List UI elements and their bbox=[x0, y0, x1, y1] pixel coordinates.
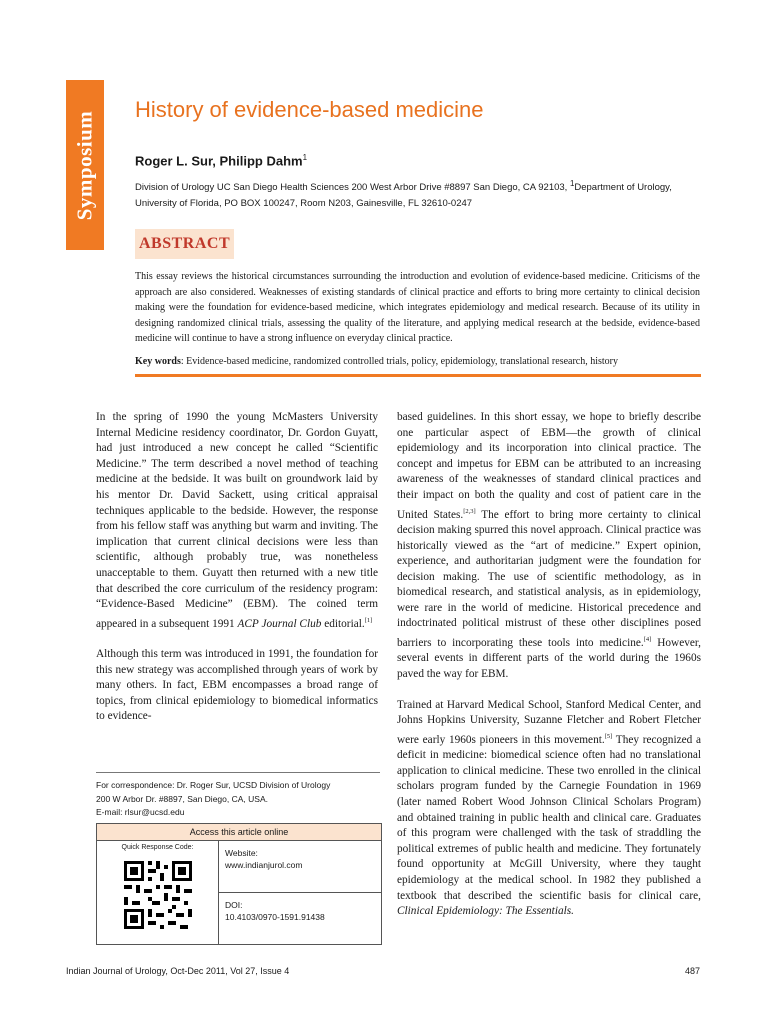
website-block bbox=[219, 841, 381, 892]
paragraph-text: They recognized a deficit in medicine: biomedical science often had no translational application to clinical medicine. These two enrolled in the clinical scholars program funded by the Carnegie Foundation in 1969 (later named Robert Wood Johnson Clinical Scholars Program) and obtained training in public health and clinical care. Graduates of this program were challenged with the task of straddling the political extremes of public health and medicine. They fortunately found opportunity at McGill University, where they taught epidemiology at the medical school. In 1982 they published a textbook that described the scientific basis for clinical care, bbox=[397, 733, 701, 902]
doi-label: DOI: bbox=[225, 900, 243, 910]
body-paragraph bbox=[397, 410, 701, 683]
citation-ref[interactable]: [2,3] bbox=[463, 507, 476, 515]
section-tab-label: Symposium bbox=[72, 110, 97, 220]
abstract-heading: ABSTRACT bbox=[135, 229, 234, 259]
doi-link[interactable]: 10.4103/0970-1591.91438 bbox=[225, 912, 325, 922]
abstract-text: This essay reviews the historical circumstances surrounding the introduction and evolution of evidence-based medicine. Criticisms of the approach are also considered. Weaknesses of existing standards of clinical practice and efforts to bring more certainty to clinical decision making were the foundation for evidence-based medicine, which integrates epidemiology and medical research. Because of its utility in designing randomized clinical trials, assessing the quality of the literature, and applying medical research at the bedside, evidence-based medicine will continue to have a strong influence on everyday clinical practice. bbox=[135, 271, 700, 344]
citation-ref[interactable]: [5] bbox=[604, 732, 613, 740]
section-tab bbox=[66, 80, 104, 250]
qr-cell bbox=[97, 841, 219, 944]
paragraph-text: editorial. bbox=[321, 617, 365, 630]
paragraph-text: based guidelines. In this short essay, we hope to briefly describe one particular aspect of EBM—the growth of clinical epidemiology and its incorporation into clinical practice. The concept and impetus for EBM can be attributed to an increasing awareness of the weaknesses of standard clinical practices and their impact on both the quality and cost of patient care in the United States. bbox=[397, 411, 701, 521]
abstract-divider bbox=[135, 374, 701, 377]
affiliation-mark: 1 bbox=[569, 179, 575, 188]
article-title: History of evidence-based medicine bbox=[135, 97, 484, 122]
affiliation-1: Division of Urology UC San Diego Health Sciences 200 West Arbor Drive #8897 San Diego, CA 92103, bbox=[135, 182, 570, 194]
body-column-right bbox=[397, 410, 701, 935]
correspondence bbox=[96, 772, 380, 820]
paragraph-text: However, several events in different parts of the world during the 1960s paved the way for EBM. bbox=[397, 636, 701, 681]
affiliation-2: Department of Urology, University of Florida, PO BOX 100247, Room N203, Gainesville, FL 32610-0247 bbox=[135, 182, 672, 210]
citation-ref[interactable]: [4] bbox=[643, 636, 652, 644]
paragraph-text: In the spring of 1990 the young McMasters University Internal Medicine residency coordinator, Dr. Gordon Guyatt, had just introduced a new concept he called “Scientific Medicine.” The term described a novel method of teaching medicine at the bedside. It was built on groundwork laid by his mentor Dr. David Sackett, using critical appraisal techniques applicable to the bedside. However, the response from his fellow staff was anything but warm and inviting. The implication that current clinical decisions were less than scientific, although probably true, was nonetheless unacceptable to them. Guyatt then returned with a new title that described the core curriculum of the residency program: “Evidence-Based Medicine” (EBM). The coined term appeared in a subsequent 1991 bbox=[96, 411, 378, 630]
access-heading: Access this article online bbox=[97, 824, 381, 841]
journal-footer: Indian Journal of Urology, Oct-Dec 2011, Vol 27, Issue 4 bbox=[66, 966, 290, 976]
authors: Roger L. Sur, Philipp Dahm bbox=[135, 153, 303, 169]
correspondence-line: For correspondence: Dr. Roger Sur, UCSD Division of Urology bbox=[96, 780, 331, 790]
doi-block bbox=[219, 892, 381, 944]
correspondence-line: 200 W Arbor Dr. #8897, San Diego, CA, USA. bbox=[96, 793, 268, 804]
author-affiliation-mark: 1 bbox=[302, 153, 308, 162]
keywords-label: Key words bbox=[135, 356, 181, 367]
citation-ref[interactable]: [1] bbox=[364, 616, 373, 624]
website-label: Website: bbox=[225, 848, 258, 858]
book-title: Clinical Epidemiology: The Essentials. bbox=[397, 905, 574, 918]
correspondence-email[interactable]: E-mail: rlsur@ucsd.edu bbox=[96, 807, 185, 817]
journal-name: ACP Journal Club bbox=[237, 617, 322, 630]
website-link[interactable]: www.indianjurol.com bbox=[225, 860, 303, 870]
access-box bbox=[96, 823, 382, 945]
qr-label: Quick Response Code: bbox=[121, 844, 194, 851]
body-column-left bbox=[96, 410, 378, 740]
body-paragraph bbox=[96, 410, 378, 632]
body-paragraph bbox=[397, 698, 701, 920]
page-number: 487 bbox=[684, 966, 700, 976]
body-paragraph: Although this term was introduced in 1991, the foundation for this new strategy was accomplished through years of work by many others. In fact, EBM encompasses a broad range of topics, from clinical epidemiology to biomedical informatics to evidence- bbox=[96, 648, 378, 723]
paragraph-text: Trained at Harvard Medical School, Stanford Medical Center, and Johns Hopkins University, Suzanne Fletcher and Robert Fletcher were early 1960s pioneers in this movement. bbox=[397, 698, 701, 746]
keywords-text: : Evidence-based medicine, randomized controlled trials, policy, epidemiology, translational research, history bbox=[180, 356, 619, 367]
paragraph-text: The effort to bring more certainty to clinical decision making spurred this novel approach. Clinical practice was historically viewed as the “art of medicine.” Expert opinion, experience, and authoritarian judgment were the foundation for decision making. The use of scientific methodology, as in biomedical research, and statistical analysis, as in epidemiology, were rare in the world of medicine. Historical precedence and indoctrinated political mistrust of these other disciplines posed barriers to incorporating these tools into medicine. bbox=[397, 508, 701, 649]
qr-code-icon[interactable] bbox=[122, 859, 194, 931]
keywords bbox=[135, 354, 710, 369]
author-line bbox=[135, 153, 307, 168]
affiliation bbox=[135, 176, 700, 212]
